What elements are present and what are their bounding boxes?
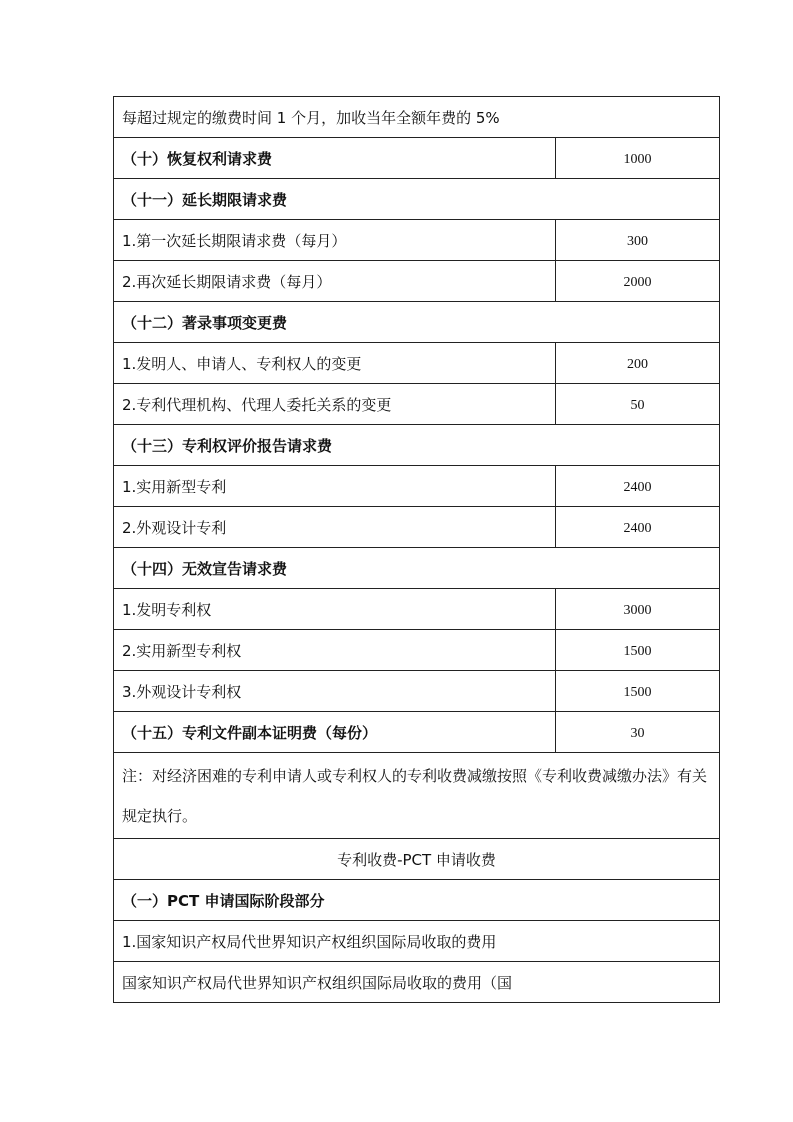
section-heading: （十三）专利权评价报告请求费 (114, 425, 720, 466)
table-row (114, 589, 720, 630)
fee-amount: 1000 (556, 138, 720, 179)
section-heading: （十四）无效宣告请求费 (114, 548, 720, 589)
fee-amount: 30 (556, 712, 720, 753)
fee-note-late-payment: 每超过规定的缴费时间 1 个月，加收当年全额年费的 5% (114, 97, 720, 138)
table-row (114, 302, 720, 343)
table-row (114, 507, 720, 548)
fee-item-label: 1.国家知识产权局代世界知识产权组织国际局收取的费用 (114, 921, 720, 962)
table-row (114, 753, 720, 839)
fee-item-label: 1.实用新型专利 (114, 466, 556, 507)
fee-amount: 2000 (556, 261, 720, 302)
fee-item-label: 1.发明人、申请人、专利权人的变更 (114, 343, 556, 384)
fee-amount: 2400 (556, 507, 720, 548)
fee-item-label: 2.实用新型专利权 (114, 630, 556, 671)
table-row (114, 548, 720, 589)
table-row (114, 97, 720, 138)
fee-item-label: 2.外观设计专利 (114, 507, 556, 548)
fee-amount: 2400 (556, 466, 720, 507)
table-row (114, 384, 720, 425)
fee-item-label: 2.再次延长期限请求费（每月） (114, 261, 556, 302)
section-heading: （十二）著录事项变更费 (114, 302, 720, 343)
section-heading: （十五）专利文件副本证明费（每份） (114, 712, 556, 753)
table-row (114, 671, 720, 712)
table-row (114, 630, 720, 671)
fee-amount: 1500 (556, 671, 720, 712)
table-row (114, 921, 720, 962)
table-row (114, 962, 720, 1003)
table-row (114, 138, 720, 179)
section-heading: （十一）延长期限请求费 (114, 179, 720, 220)
fee-item-label: 1.发明专利权 (114, 589, 556, 630)
fee-reduction-note: 注：对经济困难的专利申请人或专利权人的专利收费减缴按照《专利收费减缴办法》有关规定执行。 (114, 753, 720, 839)
fee-amount: 3000 (556, 589, 720, 630)
table-row (114, 466, 720, 507)
fee-amount: 1500 (556, 630, 720, 671)
pct-section-title: 专利收费-PCT 申请收费 (114, 839, 720, 880)
fee-table (113, 96, 720, 1003)
fee-item-label: 3.外观设计专利权 (114, 671, 556, 712)
fee-item-label: 1.第一次延长期限请求费（每月） (114, 220, 556, 261)
table-row (114, 179, 720, 220)
table-row (114, 261, 720, 302)
fee-item-label: 国家知识产权局代世界知识产权组织国际局收取的费用（国 (114, 962, 720, 1003)
section-heading: （十）恢复权利请求费 (114, 138, 556, 179)
table-row (114, 839, 720, 880)
section-heading: （一）PCT 申请国际阶段部分 (114, 880, 720, 921)
fee-amount: 200 (556, 343, 720, 384)
table-row (114, 712, 720, 753)
table-row (114, 220, 720, 261)
fee-amount: 50 (556, 384, 720, 425)
fee-amount: 300 (556, 220, 720, 261)
table-row (114, 343, 720, 384)
table-row (114, 425, 720, 466)
fee-item-label: 2.专利代理机构、代理人委托关系的变更 (114, 384, 556, 425)
table-row (114, 880, 720, 921)
